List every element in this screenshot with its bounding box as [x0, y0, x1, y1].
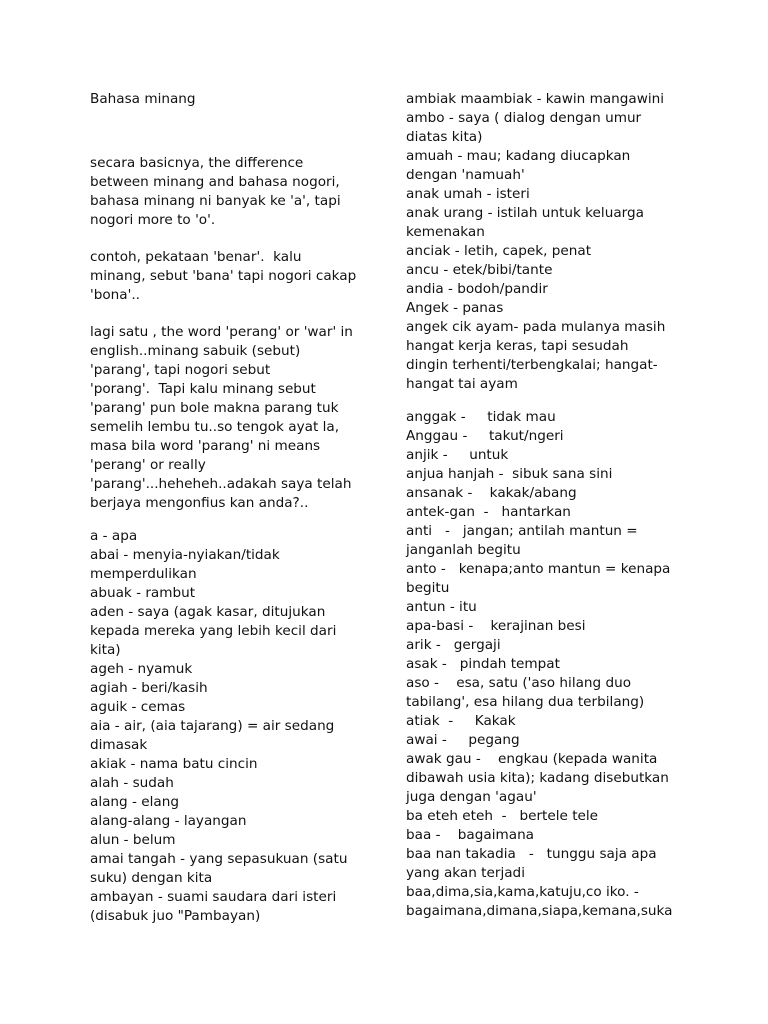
- glossary-entry: ansanak - kakak/abang: [406, 485, 577, 501]
- glossary-entry: amuah - mau; kadang diucapkan: [406, 148, 631, 164]
- glossary-entry: begitu: [406, 580, 450, 596]
- text-line: contoh, pekataan 'benar'. kalu: [90, 249, 302, 265]
- glossary-entry: kita): [90, 642, 121, 658]
- glossary-entry: abuak - rambut: [90, 585, 196, 601]
- glossary-entry: awak gau - engkau (kepada wanita: [406, 751, 658, 767]
- text-line: english..minang sabuik (sebut): [90, 343, 301, 359]
- glossary-entry: dibawah usia kita); kadang disebutkan: [406, 770, 669, 786]
- glossary-entry: alun - belum: [90, 832, 176, 848]
- glossary-entry: apa-basi - kerajinan besi: [406, 618, 586, 634]
- text-line: berjaya mengonfius kan anda?..: [90, 495, 309, 511]
- text-line: masa bila word 'parang' ni means: [90, 438, 321, 454]
- glossary-entry: Anggau - takut/ngeri: [406, 428, 564, 444]
- glossary-entry: anto - kenapa;anto mantun = kenapa: [406, 561, 671, 577]
- text-line: 'bona'..: [90, 287, 141, 303]
- glossary-entry: anjik - untuk: [406, 447, 509, 463]
- intro-paragraph-difference: [90, 154, 372, 230]
- glossary-entry: janganlah begitu: [406, 542, 521, 558]
- glossary-entry: agiah - beri/kasih: [90, 680, 208, 696]
- glossary-entry: amai tangah - yang sepasukuan (satu: [90, 851, 348, 867]
- glossary-entry: memperdulikan: [90, 566, 197, 582]
- glossary-entry: atiak - Kakak: [406, 713, 516, 729]
- glossary-entry: aguik - cemas: [90, 699, 186, 715]
- glossary-entry: angek cik ayam- pada mulanya masih: [406, 319, 666, 335]
- text-line: between minang and bahasa nogori,: [90, 174, 340, 190]
- glossary-entry: hangat tai ayam: [406, 376, 518, 392]
- glossary-entry: alah - sudah: [90, 775, 174, 791]
- glossary-entry: anciak - letih, capek, penat: [406, 243, 592, 259]
- glossary-entry: awai - pegang: [406, 732, 520, 748]
- glossary-list-right-a: [406, 90, 696, 394]
- glossary-entry: a - apa: [90, 528, 138, 544]
- glossary-list-right-b: [406, 408, 696, 921]
- text-line: secara basicnya, the difference: [90, 155, 304, 171]
- glossary-entry: (disabuk juo "Pambayan): [90, 908, 261, 924]
- glossary-entry: anak urang - istilah untuk keluarga: [406, 205, 644, 221]
- text-line: semelih lembu tu..so tengok ayat la,: [90, 419, 340, 435]
- glossary-entry: kepada mereka yang lebih kecil dari: [90, 623, 337, 639]
- block-spacer: [406, 394, 696, 408]
- text-line: 'porang'. Tapi kalu minang sebut: [90, 381, 316, 397]
- intro-paragraph-perang: [90, 323, 372, 513]
- glossary-entry: ambayan - suami saudara dari isteri: [90, 889, 337, 905]
- glossary-entry: juga dengan 'agau': [406, 789, 537, 805]
- glossary-entry: aia - air, (aia tajarang) = air sedang: [90, 718, 335, 734]
- text-line: minang, sebut 'bana' tapi nogori cakap: [90, 268, 357, 284]
- glossary-entry: antek-gan - hantarkan: [406, 504, 571, 520]
- text-line: 'parang', tapi nogori sebut: [90, 362, 271, 378]
- glossary-entry: alang - elang: [90, 794, 179, 810]
- glossary-entry: kemenakan: [406, 224, 485, 240]
- glossary-entry: alang-alang - layangan: [90, 813, 247, 829]
- intro-paragraph-example: [90, 248, 372, 305]
- right-column: [406, 90, 696, 921]
- glossary-entry: diatas kita): [406, 129, 483, 145]
- glossary-entry: aden - saya (agak kasar, ditujukan: [90, 604, 326, 620]
- glossary-entry: anti - jangan; antilah mantun =: [406, 523, 638, 539]
- glossary-entry: ageh - nyamuk: [90, 661, 193, 677]
- glossary-entry: baa,dima,sia,kama,katuju,co iko. -: [406, 884, 639, 900]
- glossary-entry: arik - gergaji: [406, 637, 501, 653]
- glossary-entry: baa - bagaimana: [406, 827, 535, 843]
- glossary-entry: andia - bodoh/pandir: [406, 281, 548, 297]
- text-line: nogori more to 'o'.: [90, 212, 216, 228]
- glossary-entry: asak - pindah tempat: [406, 656, 560, 672]
- glossary-entry: dimasak: [90, 737, 148, 753]
- glossary-entry: antun - itu: [406, 599, 477, 615]
- glossary-entry: ancu - etek/bibi/tante: [406, 262, 553, 278]
- glossary-entry: bagaimana,dimana,siapa,kemana,suka: [406, 903, 673, 919]
- glossary-entry: abai - menyia-nyiakan/tidak: [90, 547, 280, 563]
- left-column: [90, 90, 372, 926]
- glossary-entry: suku) dengan kita: [90, 870, 213, 886]
- glossary-entry: anggak - tidak mau: [406, 409, 556, 425]
- glossary-list-left: [90, 527, 372, 926]
- glossary-entry: anak umah - isteri: [406, 186, 530, 202]
- glossary-entry: anjua hanjah - sibuk sana sini: [406, 466, 613, 482]
- glossary-entry: aso - esa, satu ('aso hilang duo: [406, 675, 632, 691]
- glossary-entry: tabilang', esa hilang dua terbilang): [406, 694, 645, 710]
- text-line: 'parang'...heheheh..adakah saya telah: [90, 476, 352, 492]
- glossary-entry: yang akan terjadi: [406, 865, 525, 881]
- text-line: bahasa minang ni banyak ke 'a', tapi: [90, 193, 341, 209]
- text-line: 'parang' pun bole makna parang tuk: [90, 400, 339, 416]
- document-title: Bahasa minang: [90, 91, 196, 107]
- glossary-entry: ba eteh eteh - bertele tele: [406, 808, 599, 824]
- glossary-entry: ambo - saya ( dialog dengan umur: [406, 110, 642, 126]
- glossary-entry: ambiak maambiak - kawin mangawini: [406, 91, 665, 107]
- glossary-entry: hangat kerja keras, tapi sesudah: [406, 338, 629, 354]
- glossary-entry: dingin terhenti/terbengkalai; hangat-: [406, 357, 658, 373]
- glossary-entry: dengan 'namuah': [406, 167, 525, 183]
- glossary-entry: Angek - panas: [406, 300, 504, 316]
- glossary-entry: akiak - nama batu cincin: [90, 756, 258, 772]
- glossary-entry: baa nan takadia - tunggu saja apa: [406, 846, 657, 862]
- text-line: 'perang' or really: [90, 457, 206, 473]
- text-line: lagi satu , the word 'perang' or 'war' in: [90, 324, 353, 340]
